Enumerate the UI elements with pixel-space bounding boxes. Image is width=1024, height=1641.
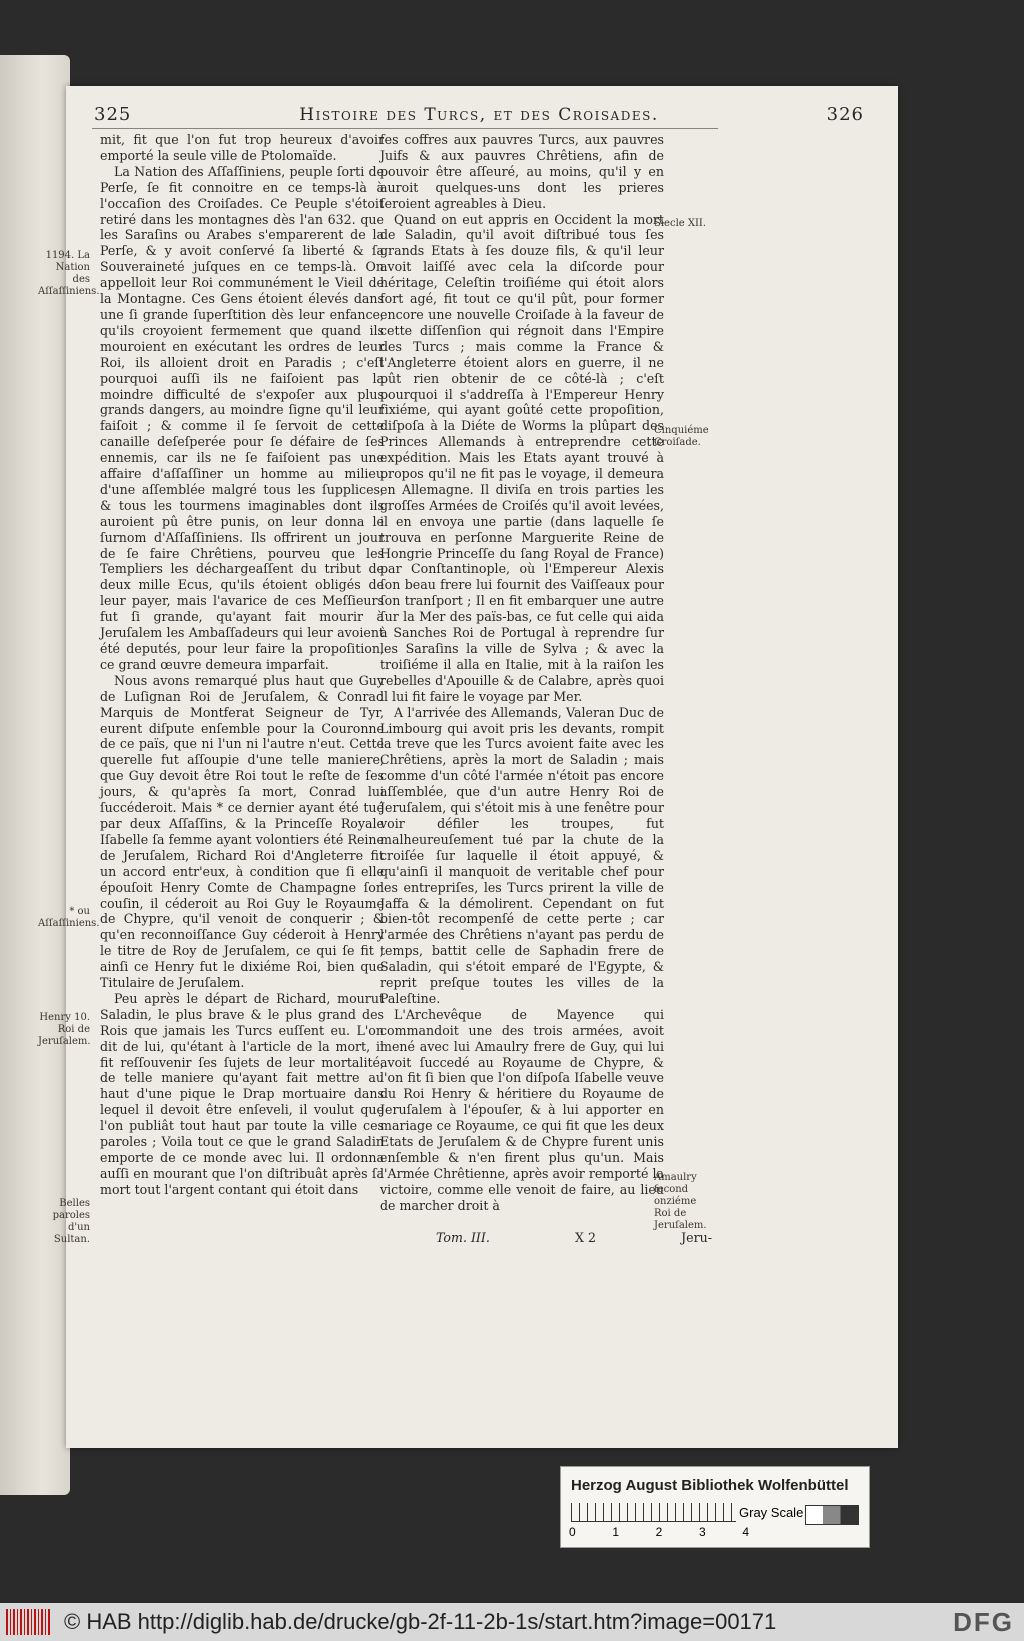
- catchword: Jeru-: [681, 1230, 712, 1245]
- paragraph: Nous avons remarqué plus haut que Guy de Luſignan Roi de Jeruſalem, & Conrad Marquis de Montferat Seigneur de Tyr, eurent diſpute enſemble pour la Couronne de ce païs, que ni l'un ni l'autre n'eut. Cette querelle fut aſſoupie d'une telle maniere, que Guy devoit être Roi tout le reſte de ſes jours, & qu'après ſa mort, Conrad lui ſuccéderoit. Mais * ce dernier ayant été tué par deux Aſſaſſins, & la Princeſſe Royale Iſabelle ſa femme ayant volontiers été Reine de Jeruſalem, Richard Roi d'Angleterre fit un accord entr'eux, à condition que ſi elle épouſoit Henry Comte de Champagne ſon couſin, il céderoit au Roi Guy le Royaume de Chypre, qu'il venoit de conquerir ; & qu'en reconnoiſſance Guy céderoit à Henry le titre de Roy de Jeruſalem, ce qui ſe fit ; ainſi ce Henry fut le dixiéme Roi, bien que Titulaire de Jeruſalem.: [100, 672, 384, 991]
- margin-note: Belles paroles d'un Sultan.: [52, 1198, 90, 1245]
- library-scale-card: [560, 1466, 870, 1548]
- viewer-footer: [0, 1603, 1024, 1641]
- header-rule: [92, 128, 718, 129]
- volume-mark: Tom. III.: [436, 1230, 490, 1245]
- paragraph: ſes coffres aux pauvres Turcs, aux pauvres Juifs & aux pauvres Chrêtiens, afin de pouvoir être aſſeuré, au moins, qu'il y en auroit quelques-uns dont les prieres ſeroient agreables à Dieu.: [380, 132, 664, 211]
- text-column-right: [380, 132, 664, 1214]
- ruler-tick: 1: [612, 1525, 620, 1539]
- margin-note: Amaulry ſecond onziéme Roi de Jeruſalem.: [654, 1172, 707, 1231]
- dfg-logo: DFG: [953, 1606, 1014, 1637]
- paragraph: A l'arrivée des Allemands, Valeran Duc de Limbourg qui avoit pris les devants, rompit la treve que les Turcs avoient faite avec les Chrêtiens, après la mort de Saladin ; mais comme d'un côté l'armée n'étoit pas encore aſſemblée, que d'un autre Henry Roi de Jeruſalem, qui s'étoit mis à une fenêtre pour voir défiler les troupes, fut malheureuſement tué par la chute de la croiſée ſur laquelle il étoit appuyé, & qu'ainſi il manquoit de veritable chef pour les entrepriſes, les Turcs prirent la ville de Jaffa & la démolirent. Cependant on fut bien-tôt recompenſé de cette perte ; car l'armée des Chrêtiens n'ayant pas perdu de temps, battit celle de Saphadin frere de Saladin, qui s'étoit emparé de l'Egypte, & reprit preſque toutes les villes de la Paleſtine.: [380, 704, 664, 1006]
- ruler-tick: 2: [655, 1525, 663, 1539]
- ruler-tick: 4: [742, 1525, 749, 1539]
- margin-note: 1194. La Nation des Aſſaſſiniens.: [38, 250, 100, 297]
- paragraph: L'Archevêque de Mayence qui commandoit une des trois armées, avoit mené avec lui Amaulry frere de Guy, qui lui avoit ſuccedé au Royaume de Chypre, & l'on fit ſi bien que l'on diſpoſa Iſabelle veuve du Roi Henry & héritiere du Royaume de Jeruſalem à l'épouſer, & à lui apporter en mariage ce Royaume, ce qui fit que les deux Etats de Jeruſalem & de Chypre furent unis enſemble & n'en firent plus qu'un. Mais l'Armée Chrêtienne, après avoir remporté la victoire, comme elle venoit de faire, au lieu de marcher droit à: [380, 1006, 664, 1213]
- paragraph: Peu après le départ de Richard, mourut Saladin, le plus brave & le plus grand des Rois que jamais les Turcs euſſent eu. L'on dit de lui, qu'étant à l'article de la mort, il fit reſſouvenir ſes ſujets de leur mortalité, de telle maniere qu'ayant fait mettre au haut d'une pique le Drap mortuaire dans lequel il devoit être enſeveli, il voulut que l'on publiât tout haut par toute la ville ces paroles ; Voila tout ce que le grand Saladin emporte de ce monde avec lui. Il ordonna auſſi en mourant que l'on diſtribuât après ſa mort tout l'argent contant qui étoit dans: [100, 990, 384, 1197]
- scale-ruler: [571, 1503, 736, 1522]
- signature-mark: X 2: [575, 1230, 596, 1245]
- margin-note: Henry 10. Roi de Jeruſalem.: [38, 1012, 91, 1047]
- ruler-tick: 3: [698, 1525, 706, 1539]
- text-column-left: [100, 132, 384, 1198]
- paragraph: La Nation des Aſſaſſiniens, peuple ſorti de Perſe, ſe fit connoitre en ce temps-là à l'occaſion des Croiſades. Ce Peuple s'étoit retiré dans les montagnes dès l'an 632. que les Saraſins ou Arabes s'emparerent de la Perſe, & y avoit conſervé ſa liberté & ſa Souveraineté juſques en ce temps-là. On appelloit leur Roi communément le Vieil de la Montagne. Ces Gens étoient élevés dans une ſi grande ſuperſtition dès leur enfance, qu'ils croyoient fermement que quand ils mouroient en exécutant les ordres de leur Roi, ils alloient droit en Paradis ; c'eſt pourquoi auſſi ils ne faiſoient pas la moindre difficulté de s'expoſer aux plus grands dangers, au moindre ſigne qu'il leur faiſoit ; & comme il ſe ſervoit de cette canaille deſeſperée pour ſe défaire de ſes ennemis, car ils ne ſe faiſoient pas une affaire d'aſſaſſiner un homme au milieu d'une aſſemblée malgré tous les ſupplices, & tous les tourmens imaginables dont ils auroient pû être punis, on leur donna le ſurnom d'Aſſaſſiniens. Ils offrirent un jour de ſe faire Chrêtiens, pourveu que les Templiers les déchargeaſſent du tribut de deux mille Ecus, qu'ils étoient obligés de leur payer, mais l'avarice de ces Meſſieurs fut ſi grande, qu'ayant fait mourir à Jeruſalem les Ambaſſadeurs qui leur avoient été deputés, pour leur faire la propoſition, ce grand œuvre demeura imparfait.: [100, 163, 384, 672]
- gray-scale-label: Gray Scale: [739, 1505, 804, 1520]
- signature-line: [436, 1230, 712, 1245]
- page-number-right: 326: [826, 104, 864, 125]
- ruler-numbers: [569, 1525, 749, 1539]
- page-number-left: 325: [94, 104, 132, 125]
- margin-note: * ou Aſſaſſiniens.: [38, 906, 100, 929]
- paragraph: mit, fit que l'on fut trop heureux d'avoir emporté la seule ville de Ptolomaïde.: [100, 132, 384, 163]
- barcode-icon: [6, 1609, 50, 1635]
- library-name: Herzog August Bibliothek Wolfenbüttel: [571, 1477, 849, 1494]
- source-url[interactable]: © HAB http://diglib.hab.de/drucke/gb-2f-11-2b-1s/start.htm?image=00171: [64, 1609, 777, 1634]
- running-head: [94, 104, 864, 125]
- margin-note: Siecle XII.: [654, 218, 707, 229]
- gray-scale-swatch: [805, 1505, 859, 1525]
- page-title: Histoire des Turcs, et des Croisades.: [299, 105, 659, 125]
- ruler-tick: 0: [569, 1525, 576, 1539]
- paragraph: Quand on eut appris en Occident la mort de Saladin, qu'il avoit diſtribué tous ſes grands Etats à ſes douze fils, & qu'il leur avoit laiſſé avec cela la diſcorde pour héritage, Celeſtin troiſiéme qui étoit alors fort agé, fit tout ce qu'il pût, pour former encore une nouvelle Croiſade à la faveur de cette diſſenſion qui régnoit dans l'Empire des Turcs ; mais comme la France & l'Angleterre étoient alors en guerre, il ne pût rien obtenir de ce côté-là ; c'eſt pourquoi il s'addreſſa à l'Empereur Henry ſixiéme, qui ayant goûté cette propoſition, diſpoſa à la Diéte de Worms la plûpart des Princes Allemands à entreprendre cette expédition. Mais les Etats ayant trouvé à propos qu'il ne fit pas le voyage, il demeura en Allemagne. Il diviſa en trois parties les groſſes Armées de Croiſés qu'il avoit levées, il en envoya une partie (dans laquelle ſe trouva en perſonne Marguerite Reine de Hongrie Princeſſe du ſang Royal de France) par Conſtantinople, où l'Empereur Alexis ſon beau frere lui fournit des Vaiſſeaux pour ſon tranſport ; Il en fit embarquer une autre ſur la Mer des païs-bas, ce fut celle qui aida à Sanches Roi de Portugal à reprendre ſur les Saraſins la ville de Sylva ; & avec la troiſiéme il alla en Italie, mit à la raiſon les rebelles d'Apouille & de Calabre, après quoi il lui fit faire le voyage par Mer.: [380, 211, 664, 704]
- margin-note: Cinquiéme Croiſade.: [654, 425, 709, 448]
